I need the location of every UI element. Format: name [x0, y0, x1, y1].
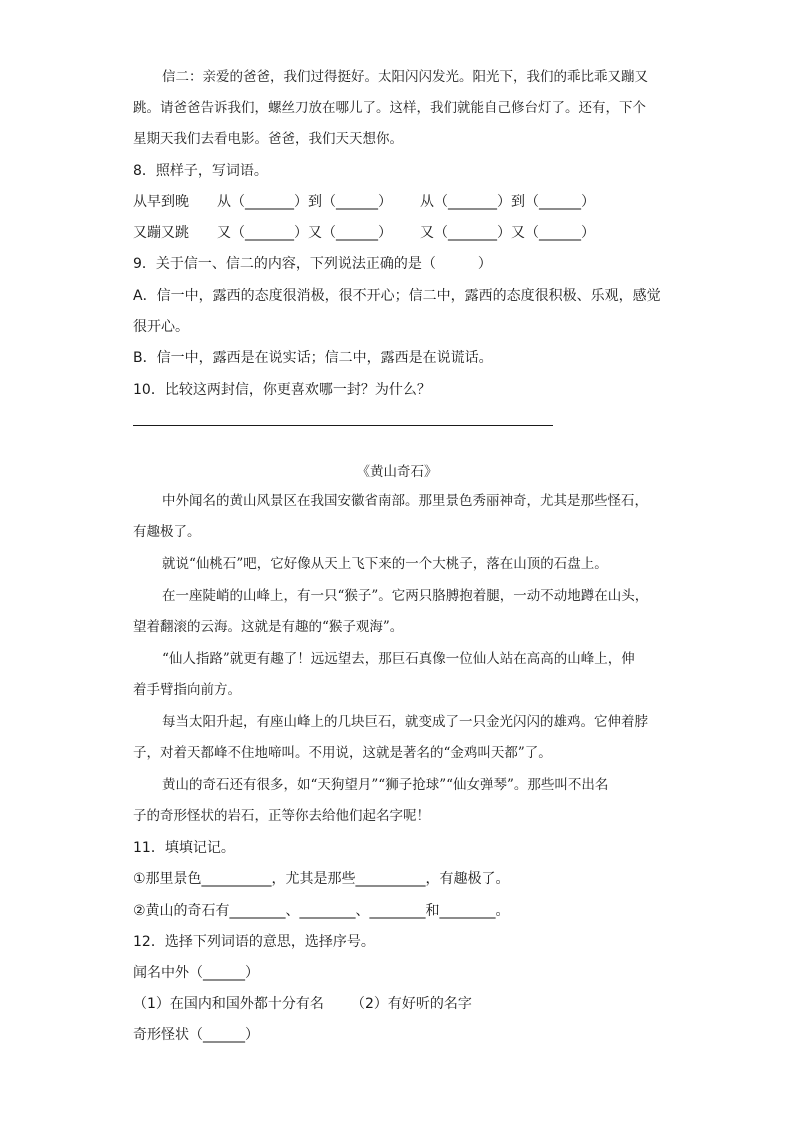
q11-item-1[interactable]: ①那里景色__________，尤其是那些__________，有趣极了。 — [133, 871, 510, 887]
q9-option-b[interactable]: B．信一中，露西是在说实话；信二中，露西是在说谎话。 — [133, 350, 493, 366]
q8-row1-blank-2[interactable]: 从（_______）到（______） — [420, 194, 595, 210]
passage-p6-line-2: 子的奇形怪状的岩石，正等你去给他们起名字呢！ — [133, 808, 430, 824]
q12-word-1[interactable]: 闻名中外（______） — [133, 965, 259, 981]
q9-prompt: 9．关于信一、信二的内容，下列说法正确的是（ ） — [133, 256, 492, 272]
passage-p2: 就说“仙桃石”吧，它好像从天上飞下来的一个大桃子，落在山顶的石盘上。 — [162, 556, 608, 572]
passage-p4-line-2: 着手臂指向前方。 — [133, 682, 241, 698]
passage-p1-line-1: 中外闻名的黄山风景区在我国安徽省南部。那里景色秀丽神奇，尤其是那些怪石， — [162, 493, 648, 509]
q8-prompt: 8．照样子，写词语。 — [133, 163, 268, 179]
q10-prompt: 10．比较这两封信，你更喜欢哪一封？为什么？ — [133, 382, 431, 398]
passage-p6-line-1: 黄山的奇石还有很多，如“天狗望月”“狮子抢球”“仙女弹琴”。那些叫不出名 — [162, 777, 609, 793]
q12-prompt: 12．选择下列词语的意思，选择序号。 — [133, 934, 375, 950]
q12-word-2[interactable]: 奇形怪状（______） — [133, 1027, 259, 1043]
q8-row2-blank-1[interactable]: 又（_______）又（______） — [217, 225, 392, 241]
q9-option-a-line-1[interactable]: A．信一中，露西的态度很消极，很不开心；信二中，露西的态度很积极、乐观，感觉 — [133, 288, 661, 304]
passage-p3-line-1: 在一座陡峭的山峰上，有一只“猴子”。它两只胳膊抱着腿，一动不动地蹲在山头， — [162, 588, 649, 604]
letter2-line-2: 跳。请爸爸告诉我们，螺丝刀放在哪儿了。这样，我们就能自己修台灯了。还有，下个 — [133, 100, 646, 116]
q12-word1-option-1[interactable]: （1）在国内和国外都十分有名 — [133, 996, 324, 1012]
q11-prompt: 11．填填记记。 — [133, 840, 235, 856]
q10-answer-line[interactable] — [133, 425, 553, 426]
letter2-line-1: 信二：亲爱的爸爸，我们过得挺好。太阳闪闪发光。阳光下，我们的乖比乖又蹦又 — [162, 69, 648, 85]
passage-p3-line-2: 望着翻滚的云海。这就是有趣的“猴子观海”。 — [133, 619, 404, 635]
q8-row1-blank-1[interactable]: 从（_______）到（______） — [217, 194, 392, 210]
passage-title: 《黄山奇石》 — [356, 464, 438, 480]
passage-p5-line-2: 子，对着天都峰不住地啼叫。不用说，这就是著名的“金鸡叫天都”了。 — [133, 745, 552, 761]
q8-row1-example: 从早到晚 — [133, 194, 189, 210]
q9-option-a-line-2[interactable]: 很开心。 — [133, 319, 189, 335]
q11-item-2[interactable]: ②黄山的奇石有________、________、________和________。 — [133, 903, 510, 919]
letter2-line-3: 星期天我们去看电影。爸爸，我们天天想你。 — [133, 131, 403, 147]
q8-row2-blank-2[interactable]: 又（_______）又（______） — [420, 225, 595, 241]
passage-p1-line-2: 有趣极了。 — [133, 524, 201, 540]
passage-p5-line-1: 每当太阳升起，有座山峰上的几块巨石，就变成了一只金光闪闪的雄鸡。它伸着脖 — [162, 714, 648, 730]
q8-row2-example: 又蹦又跳 — [133, 225, 189, 241]
q12-word1-option-2[interactable]: （2）有好听的名字 — [351, 996, 472, 1012]
passage-p4-line-1: “仙人指路”就更有趣了！远远望去，那巨石真像一位仙人站在高高的山峰上，伸 — [162, 651, 635, 667]
